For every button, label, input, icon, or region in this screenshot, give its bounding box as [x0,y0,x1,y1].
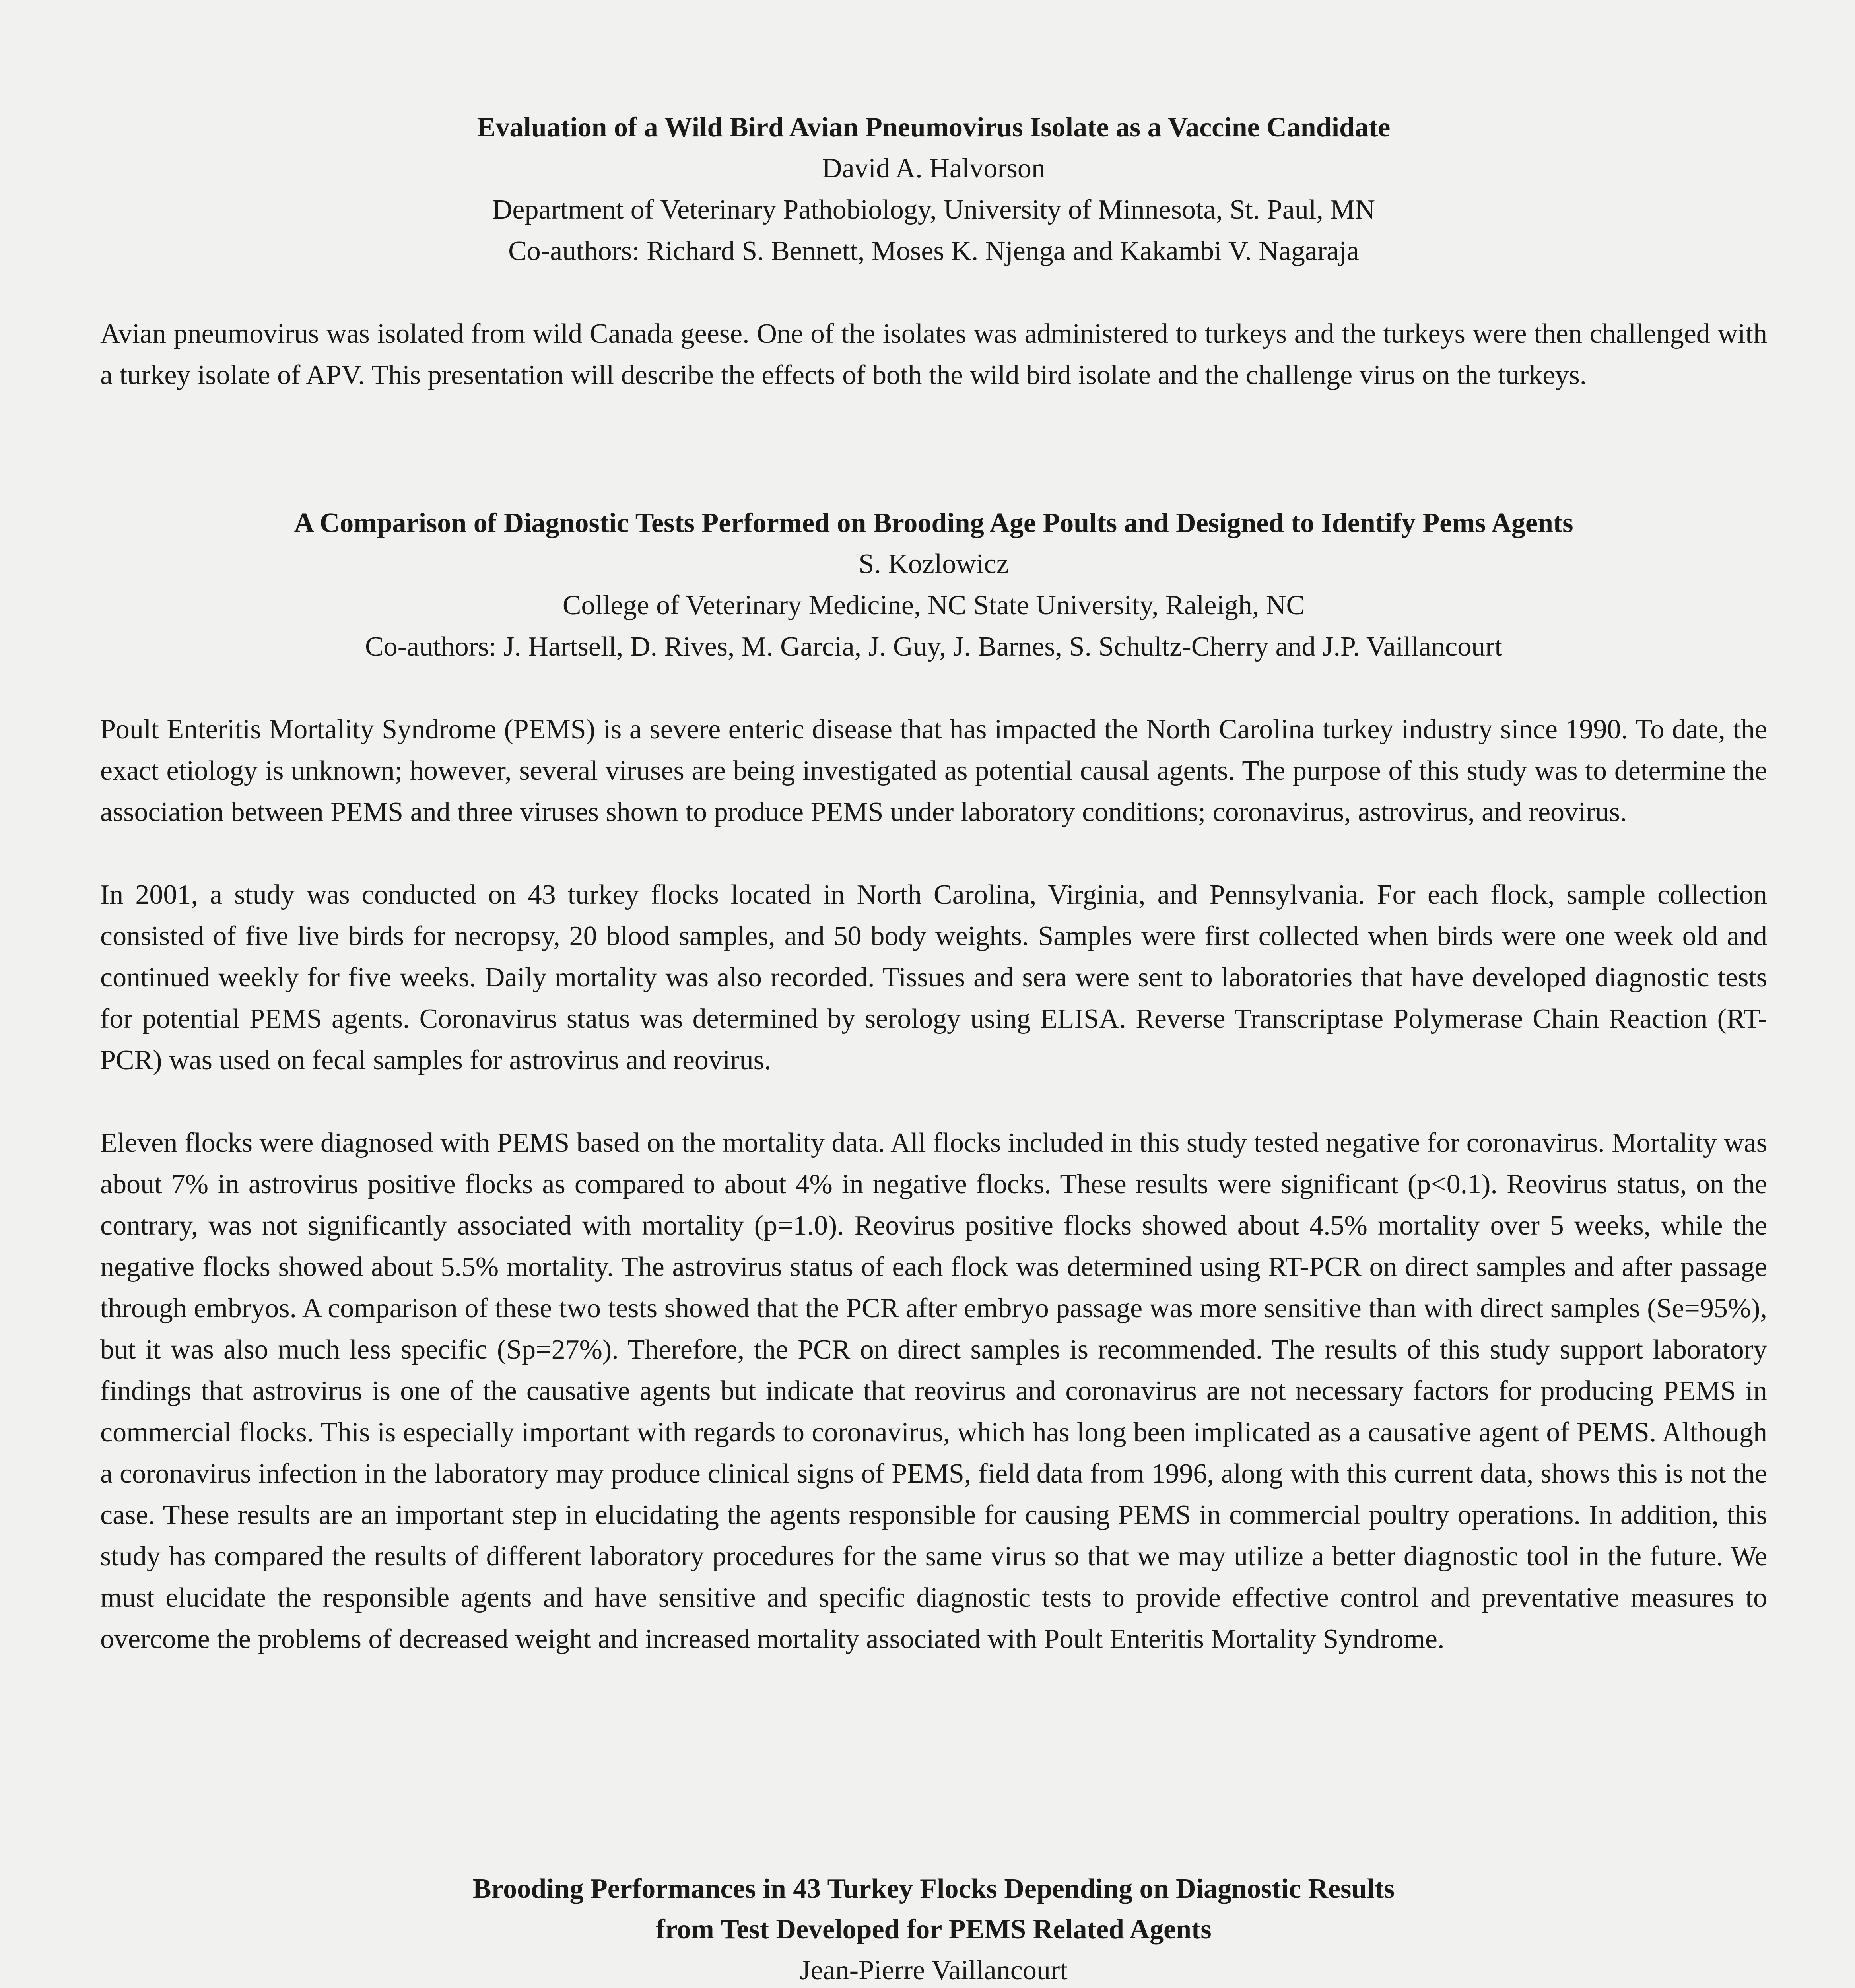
abstract-3-title-line-1: Brooding Performances in 43 Turkey Flocks Depending on Diagnostic Results [472,1873,1395,1904]
abstract-2-coauthors: Co-authors: J. Hartsell, D. Rives, M. Garcia, J. Guy, J. Barnes, S. Schultz-Cherry and J.P. Vaillancourt [365,631,1502,662]
abstract-2-paragraph-2: In 2001, a study was conducted on 43 turkey flocks located in North Carolina, Virginia, and Pennsylvania. For each flock, sample collection consisted of five live birds for necropsy, 20 blood samples, and 50 body weights. Samples were first collected when birds were one week old and continued weekly for five weeks. Daily mortality was also recorded. Tissues and sera were sent to laboratories that have developed diagnostic tests for potential PEMS agents. Coronavirus status was determined by serology using ELISA. Reverse Transcriptase Polymerase Chain Reaction (RT-PCR) was used on fecal samples for astrovirus and reovirus. [100,879,1767,1076]
abstract-1 [100,107,1767,396]
abstract-2-title: A Comparison of Diagnostic Tests Performed on Brooding Age Poults and Designed to Identify Pems Agents [294,508,1573,538]
abstract-1-affiliation: Department of Veterinary Pathobiology, University of Minnesota, St. Paul, MN [492,194,1375,225]
abstract-2-paragraph-3: Eleven flocks were diagnosed with PEMS based on the mortality data. All flocks included in this study tested negative for coronavirus. Mortality was about 7% in astrovirus positive flocks as compared to about 4% in negative flocks. These results were significant (p<0.1). Reovirus status, on the contrary, was not significantly associated with mortality (p=1.0). Reovirus positive flocks showed about 4.5% mortality over 5 weeks, while the negative flocks showed about 5.5% mortality. The astrovirus status of each flock was determined using RT-PCR on direct samples and after passage through embryos. A comparison of these two tests showed that the PCR after embryo passage was more sensitive than with direct samples (Se=95%), but it was also much less specific (Sp=27%). Therefore, the PCR on direct samples is recommended. The results of this study support laboratory findings that astrovirus is one of the causative agents but indicate that reovirus and coronavirus are not necessary factors for producing PEMS in commercial flocks. This is especially important with regards to coronavirus, which has long been implicated as a causative agent of PEMS. Although a coronavirus infection in the laboratory may produce clinical signs of PEMS, field data from 1996, along with this current data, shows this is not the case. These results are an important step in elucidating the agents responsible for causing PEMS in commercial poultry operations. In addition, this study has compared the results of different laboratory procedures for the same virus so that we may utilize a better diagnostic tool in the future. We must elucidate the responsible agents and have sensitive and specific diagnostic tests to provide effective control and preventative measures to overcome the problems of decreased weight and increased mortality associated with Poult Enteritis Mortality Syndrome. [100,1128,1767,1654]
abstract-2-paragraph-1: Poult Enteritis Mortality Syndrome (PEMS) is a severe enteric disease that has impacted the North Carolina turkey industry since 1990. To date, the exact etiology is unknown; however, several viruses are being investigated as potential causal agents. The purpose of this study was to determine the association between PEMS and three viruses shown to produce PEMS under laboratory conditions; coronavirus, astrovirus, and reovirus. [100,714,1767,827]
abstract-3 [100,1869,1767,1988]
abstract-3-title-line-2: from Test Developed for PEMS Related Agents [656,1914,1212,1945]
abstract-1-coauthors: Co-authors: Richard S. Bennett, Moses K. Njenga and Kakambi V. Nagaraja [508,236,1359,266]
abstract-1-paragraph: Avian pneumovirus was isolated from wild Canada geese. One of the isolates was administered to turkeys and the turkeys were then challenged with a turkey isolate of APV. This presentation will describe the effects of both the wild bird isolate and the challenge virus on the turkeys. [100,318,1767,390]
abstract-2 [100,503,1767,1660]
abstract-1-author: David A. Halvorson [822,153,1045,184]
abstract-2-affiliation: College of Veterinary Medicine, NC State University, Raleigh, NC [562,590,1305,621]
abstract-3-author: Jean-Pierre Vaillancourt [800,1955,1068,1986]
abstract-1-title: Evaluation of a Wild Bird Avian Pneumovirus Isolate as a Vaccine Candidate [477,112,1391,143]
abstract-2-author: S. Kozlowicz [859,549,1009,579]
